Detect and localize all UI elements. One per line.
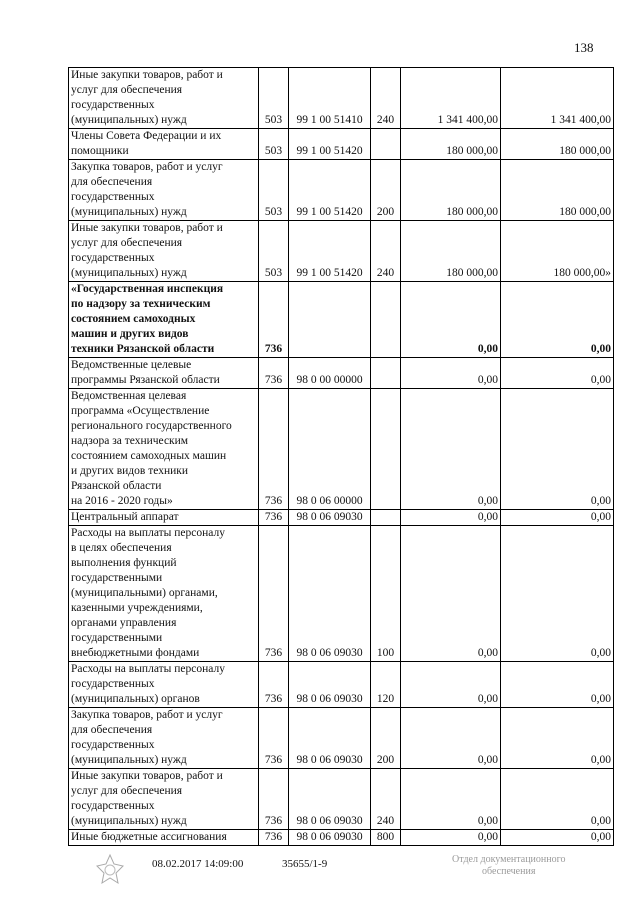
row-name-cell: Члены Совета Федерации и их помощники [69, 129, 259, 160]
row-org-cell: 503 [259, 221, 289, 282]
row-value-2-cell: 180 000,00 [501, 129, 614, 160]
budget-table [68, 67, 614, 846]
row-type-cell: 800 [371, 830, 401, 846]
row-org-cell: 736 [259, 389, 289, 510]
row-value-1-cell: 0,00 [401, 389, 501, 510]
table-row [69, 510, 614, 526]
table-row [69, 68, 614, 129]
row-value-1-cell: 0,00 [401, 510, 501, 526]
table-row [69, 389, 614, 510]
row-org-cell: 736 [259, 769, 289, 830]
row-name-cell: «Государственная инспекция по надзору за техническим состоянием самоходных машин и других видов техники Рязанской области [69, 282, 259, 358]
page-footer [0, 852, 640, 892]
row-value-2-cell: 0,00 [501, 662, 614, 708]
row-code-cell: 98 0 06 09030 [289, 830, 371, 846]
table-row [69, 708, 614, 769]
row-org-cell: 736 [259, 510, 289, 526]
seal-icon [92, 852, 128, 888]
row-value-1-cell: 0,00 [401, 662, 501, 708]
row-name-cell: Иные бюджетные ассигнования [69, 830, 259, 846]
row-org-cell: 736 [259, 358, 289, 389]
row-code-cell: 99 1 00 51420 [289, 160, 371, 221]
row-org-cell: 736 [259, 526, 289, 662]
row-code-cell: 98 0 06 09030 [289, 526, 371, 662]
footer-department [452, 854, 565, 878]
row-code-cell: 98 0 06 00000 [289, 389, 371, 510]
row-org-cell: 736 [259, 830, 289, 846]
row-code-cell: 99 1 00 51420 [289, 221, 371, 282]
row-value-1-cell: 0,00 [401, 830, 501, 846]
row-name-cell: Иные закупки товаров, работ и услуг для обеспечения государственных (муниципальных) нужд [69, 221, 259, 282]
row-org-cell: 736 [259, 708, 289, 769]
row-type-cell: 200 [371, 160, 401, 221]
row-name-cell: Расходы на выплаты персоналу государственных (муниципальных) органов [69, 662, 259, 708]
row-name-cell: Центральный аппарат [69, 510, 259, 526]
row-value-1-cell: 0,00 [401, 769, 501, 830]
row-code-cell: 98 0 06 09030 [289, 510, 371, 526]
row-org-cell: 736 [259, 282, 289, 358]
row-name-cell: Расходы на выплаты персоналу в целях обеспечения выполнения функций государственными (муниципальными) органами, казенными учреждениями, органами управления государственными внебюджетными фондами [69, 526, 259, 662]
row-type-cell: 240 [371, 68, 401, 129]
table-row [69, 358, 614, 389]
row-value-2-cell: 0,00 [501, 526, 614, 662]
row-value-2-cell: 180 000,00» [501, 221, 614, 282]
row-code-cell: 98 0 06 09030 [289, 708, 371, 769]
row-code-cell: 98 0 06 09030 [289, 769, 371, 830]
row-code-cell: 99 1 00 51420 [289, 129, 371, 160]
row-value-2-cell: 0,00 [501, 389, 614, 510]
table-row [69, 830, 614, 846]
row-type-cell: 120 [371, 662, 401, 708]
row-type-cell [371, 129, 401, 160]
row-value-2-cell: 1 341 400,00 [501, 68, 614, 129]
footer-dept-line1: Отдел документационного [452, 854, 566, 865]
row-type-cell [371, 510, 401, 526]
row-name-cell: Ведомственная целевая программа «Осуществление регионального государственного надзора за техническим состоянием самоходных машин и других видов техники Рязанской области на 2016 - 2020 годы» [69, 389, 259, 510]
row-type-cell: 100 [371, 526, 401, 662]
row-value-2-cell: 0,00 [501, 282, 614, 358]
row-code-cell [289, 282, 371, 358]
row-type-cell [371, 358, 401, 389]
row-value-1-cell: 180 000,00 [401, 129, 501, 160]
row-name-cell: Ведомственные целевые программы Рязанской области [69, 358, 259, 389]
row-value-1-cell: 0,00 [401, 526, 501, 662]
row-name-cell: Иные закупки товаров, работ и услуг для обеспечения государственных (муниципальных) нужд [69, 769, 259, 830]
table-row [69, 282, 614, 358]
footer-dept-line2: обеспечения [482, 866, 536, 877]
page-number: 138 [574, 40, 594, 55]
row-value-1-cell: 0,00 [401, 282, 501, 358]
row-value-2-cell: 0,00 [501, 708, 614, 769]
row-name-cell: Закупка товаров, работ и услуг для обеспечения государственных (муниципальных) нужд [69, 708, 259, 769]
row-org-cell: 736 [259, 662, 289, 708]
row-code-cell: 98 0 06 09030 [289, 662, 371, 708]
row-type-cell: 240 [371, 769, 401, 830]
row-value-1-cell: 180 000,00 [401, 160, 501, 221]
table-row [69, 221, 614, 282]
table-row [69, 662, 614, 708]
row-value-2-cell: 180 000,00 [501, 160, 614, 221]
row-value-1-cell: 1 341 400,00 [401, 68, 501, 129]
row-name-cell: Закупка товаров, работ и услуг для обеспечения государственных (муниципальных) нужд [69, 160, 259, 221]
table-row [69, 769, 614, 830]
footer-datetime: 08.02.2017 14:09:00 [152, 858, 244, 870]
row-value-1-cell: 180 000,00 [401, 221, 501, 282]
row-name-cell: Иные закупки товаров, работ и услуг для обеспечения государственных (муниципальных) нужд [69, 68, 259, 129]
row-type-cell: 240 [371, 221, 401, 282]
table-row [69, 160, 614, 221]
row-code-cell: 99 1 00 51410 [289, 68, 371, 129]
row-org-cell: 503 [259, 160, 289, 221]
row-org-cell: 503 [259, 129, 289, 160]
row-value-1-cell: 0,00 [401, 358, 501, 389]
row-type-cell: 200 [371, 708, 401, 769]
row-type-cell [371, 389, 401, 510]
row-type-cell [371, 282, 401, 358]
table-row [69, 129, 614, 160]
row-code-cell: 98 0 00 00000 [289, 358, 371, 389]
table-row [69, 526, 614, 662]
row-value-2-cell: 0,00 [501, 510, 614, 526]
footer-doc-number: 35655/1-9 [282, 858, 328, 870]
row-org-cell: 503 [259, 68, 289, 129]
row-value-2-cell: 0,00 [501, 769, 614, 830]
row-value-2-cell: 0,00 [501, 358, 614, 389]
row-value-1-cell: 0,00 [401, 708, 501, 769]
row-value-2-cell: 0,00 [501, 830, 614, 846]
